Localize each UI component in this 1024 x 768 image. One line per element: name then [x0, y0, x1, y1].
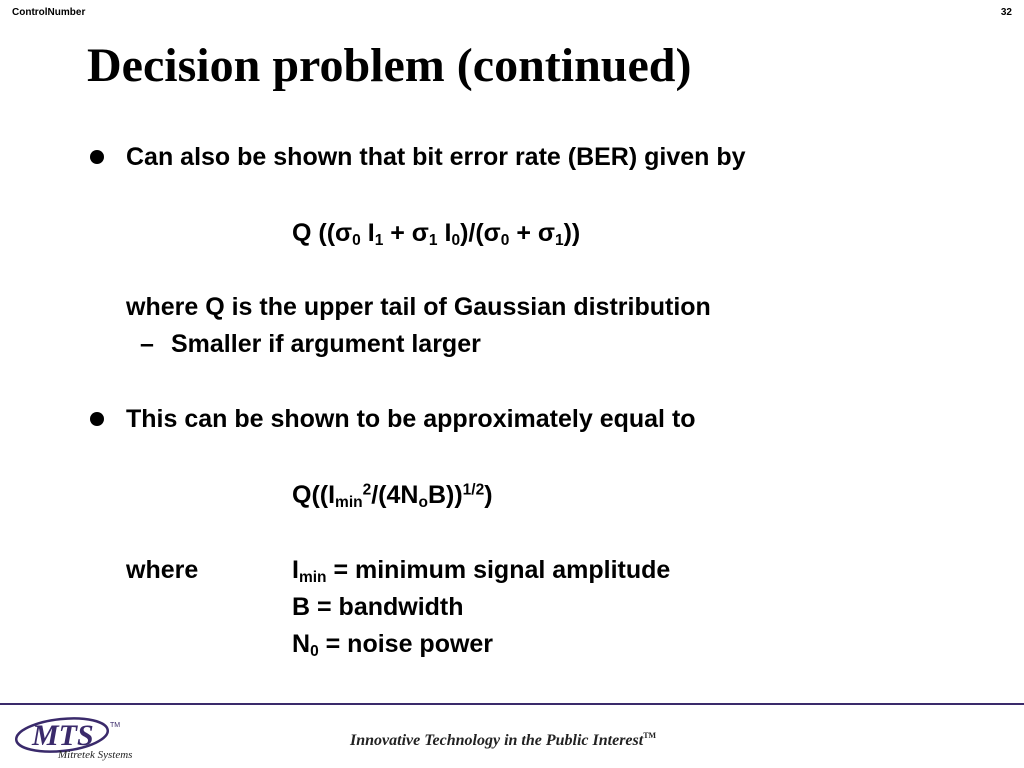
- definition-imin-text: = minimum signal amplitude: [326, 556, 671, 584]
- ber-formula: Q (($\sigma_0$ $I_1 + \sigma_1$ $I_0)/(\sigma_0 + \sigma_1)$): [292, 219, 581, 249]
- approx-formula: $Q((I_{min}^2/(4N_oB))^{1/2})$: [292, 481, 493, 511]
- logo-tm: TM: [110, 722, 121, 729]
- bullet-2-text: This can be shown to be approximately equal to: [126, 405, 696, 433]
- page-number: 32: [1000, 7, 1012, 18]
- slide-title: Decision problem (continued): [87, 39, 692, 92]
- definition-noise-text: = noise power: [318, 630, 494, 658]
- definition-noise: $N_0$ = noise power: [292, 630, 494, 660]
- control-number-label: ControlNumber: [12, 7, 86, 18]
- sub-bullet-dash-icon: –: [140, 330, 154, 358]
- sub-bullet-text: Smaller if argument larger: [171, 330, 481, 358]
- definition-bandwidth: B = bandwidth: [292, 593, 464, 621]
- where-label: where: [126, 556, 199, 584]
- bullet-1-text: Can also be shown that bit error rate (BER) given by: [126, 143, 746, 171]
- logo-subtext: Mitretek Systems: [58, 749, 133, 761]
- logo-text: MTS: [32, 719, 94, 752]
- definition-imin: $I_{min}$ = minimum signal amplitude: [292, 556, 671, 586]
- tagline-tm: TM: [643, 731, 657, 740]
- bullet-dot-icon: [90, 150, 104, 164]
- bullet-dot-icon: [90, 412, 104, 426]
- where-q-text: where Q is the upper tail of Gaussian distribution: [126, 293, 711, 321]
- tagline-text: Innovative Technology in the Public Interest: [350, 732, 644, 750]
- mts-logo: [10, 713, 160, 763]
- footer-divider: [0, 703, 1024, 705]
- footer-tagline: [350, 731, 656, 750]
